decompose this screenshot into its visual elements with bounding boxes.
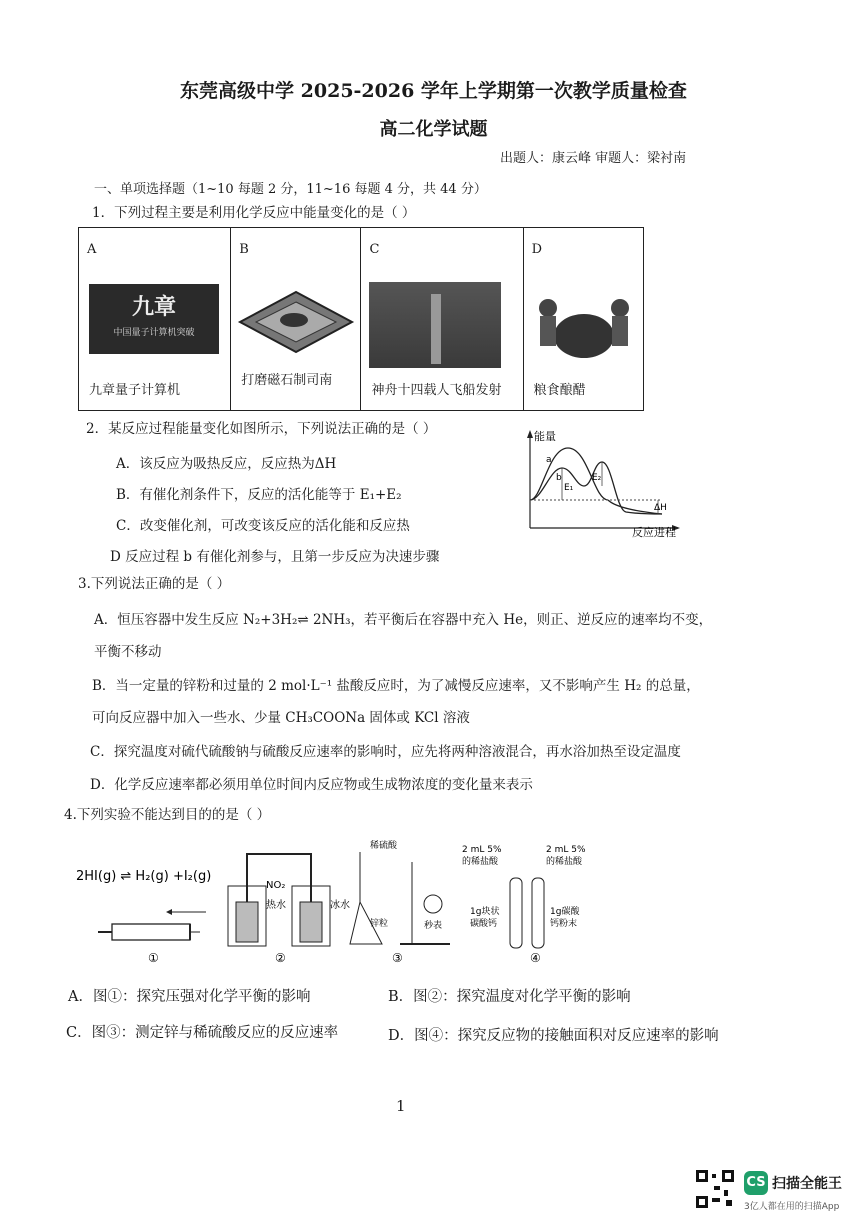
question-1-options-table bbox=[78, 227, 644, 411]
option-c-cell bbox=[361, 228, 523, 411]
label-a: a bbox=[546, 455, 552, 465]
rocket-launch-image bbox=[369, 282, 501, 368]
fig4-caco3-d: 钙粉末 bbox=[550, 919, 578, 929]
q4-answer-b: B．图②：探究温度对化学平衡的影响 bbox=[388, 989, 631, 1005]
q2-option-b: B．有催化剂条件下，反应的活化能等于 E₁+E₂ bbox=[116, 487, 402, 503]
fig4-hcl-2b: 的稀盐酸 bbox=[546, 857, 583, 867]
option-caption: 打磨磁石制司南 bbox=[241, 373, 333, 388]
exam-subtitle: 高二化学试题 bbox=[379, 119, 488, 140]
fig2-number: ② bbox=[275, 951, 286, 965]
graph-ylabel: 能量 bbox=[534, 430, 556, 443]
fig4-caco3-c: 1g碳酸 bbox=[550, 907, 580, 917]
energy-profile-diagram bbox=[512, 428, 682, 540]
section-heading: 一、单项选择题（1~10 每题 2 分，11~16 每题 4 分，共 44 分） bbox=[94, 182, 487, 197]
q2-option-c: C．改变催化剂，可改变该反应的活化能和反应热 bbox=[116, 518, 410, 534]
question-2-stem: 2．某反应过程能量变化如图所示，下列说法正确的是（ ） bbox=[86, 421, 437, 437]
fig2-hot-water: 热水 bbox=[266, 900, 286, 911]
option-d-cell bbox=[523, 228, 643, 411]
label-e2: E₂ bbox=[592, 473, 602, 483]
q3-option-b-cont: 可向反应器中加入一些水、少量 CH₃COONa 固体或 KCl 溶液 bbox=[92, 710, 470, 726]
label-dh: ΔH bbox=[654, 503, 667, 513]
question-4-stem: 4.下列实验不能达到目的的是（ ） bbox=[64, 807, 271, 823]
q3-option-b: B．当一定量的锌粉和过量的 2 mol·L⁻¹ 盐酸反应时，为了减慢反应速率，又不影响产生 H₂ 的总量， bbox=[92, 678, 700, 694]
option-letter: D bbox=[531, 242, 543, 257]
fig3-stopwatch: 秒表 bbox=[424, 921, 443, 931]
quantum-computer-image bbox=[89, 284, 219, 354]
app-name: 扫描全能王 bbox=[772, 1176, 842, 1192]
fig2-ice-water: 冰水 bbox=[330, 900, 350, 911]
vinegar-making-image bbox=[528, 286, 640, 362]
fig2-no2: NO₂ bbox=[266, 880, 286, 891]
app-tagline: 3亿人都在用的扫描App bbox=[744, 1202, 840, 1212]
option-a-cell bbox=[79, 228, 231, 411]
fig4-caco3-a: 1g块状 bbox=[470, 907, 500, 917]
graph-xlabel: 反应进程 bbox=[632, 526, 676, 539]
pic-text-title: 九章 bbox=[131, 294, 176, 320]
fig3-zinc: 锌粒 bbox=[370, 919, 389, 929]
label-b: b bbox=[556, 473, 562, 483]
pic-text-sub: 中国量子计算机突破 bbox=[113, 328, 195, 338]
question-1-stem: 1．下列过程主要是利用化学反应中能量变化的是（ ） bbox=[92, 205, 416, 221]
fig1-number: ① bbox=[148, 951, 159, 965]
option-caption: 神舟十四载人飞船发射 bbox=[371, 383, 502, 398]
label-e1: E₁ bbox=[564, 483, 574, 493]
page-number: 1 bbox=[396, 1097, 406, 1115]
q2-option-a: A．该反应为吸热反应，反应热为ΔH bbox=[116, 456, 337, 472]
fig4-hcl-2: 2 mL 5% bbox=[546, 845, 586, 855]
qr-code-icon bbox=[694, 1168, 736, 1210]
option-b-cell bbox=[231, 228, 361, 411]
q2-option-d: D 反应过程 b 有催化剂参与，且第一步反应为决速步骤 bbox=[110, 549, 440, 565]
figure-4-test-tubes bbox=[462, 845, 586, 965]
fig4-hcl-1b: 的稀盐酸 bbox=[462, 857, 499, 867]
fig4-number: ④ bbox=[530, 951, 541, 965]
q3-option-c: C．探究温度对硫代硫酸钠与硫酸反应速率的影响时，应先将两种溶液混合，再水浴加热至设定温度 bbox=[90, 744, 681, 760]
fig1-equation: 2HI(g) ⇌ H₂(g) +I₂(g) bbox=[76, 869, 212, 884]
q4-answer-c: C．图③：测定锌与稀硫酸反应的反应速率 bbox=[66, 1025, 339, 1041]
question-3-stem: 3.下列说法正确的是（ ） bbox=[78, 576, 231, 592]
option-letter: C bbox=[369, 242, 380, 257]
q3-option-a: A．恒压容器中发生反应 N₂+3H₂⇌ 2NH₃，若平衡后在容器中充入 He，则正、逆反应的速率均不变， bbox=[94, 612, 713, 628]
option-caption: 九章量子计算机 bbox=[89, 383, 181, 398]
q4-answer-a: A．图①：探究压强对化学平衡的影响 bbox=[68, 989, 311, 1005]
authors: 出题人：康云峰 审题人：梁衬南 bbox=[500, 151, 687, 166]
figure-1-syringe bbox=[76, 869, 211, 965]
figure-2-no2-flasks bbox=[228, 854, 350, 965]
fig4-hcl-1: 2 mL 5% bbox=[462, 845, 502, 855]
q3-option-d: D．化学反应速率都必须用单位时间内反应物或生成物浓度的变化量来表示 bbox=[90, 777, 533, 793]
fig4-caco3-b: 碳酸钙 bbox=[470, 919, 498, 929]
compass-image bbox=[236, 288, 356, 354]
fig3-acid: 稀硫酸 bbox=[370, 841, 398, 851]
option-letter: A bbox=[87, 242, 97, 257]
option-caption: 粮食酿醋 bbox=[533, 383, 586, 398]
fig3-number: ③ bbox=[392, 951, 403, 965]
option-letter: B bbox=[239, 242, 249, 257]
figure-3-zinc-acid bbox=[350, 839, 450, 965]
exam-title: 东莞高级中学 2025-2026 学年上学期第一次教学质量检查 bbox=[180, 80, 687, 102]
camscanner-logo: CS bbox=[744, 1171, 768, 1195]
q3-option-a-cont: 平衡不移动 bbox=[94, 644, 162, 660]
experiment-figures bbox=[70, 832, 700, 972]
q4-answer-d: D．图④：探究反应物的接触面积对反应速率的影响 bbox=[388, 1028, 719, 1044]
